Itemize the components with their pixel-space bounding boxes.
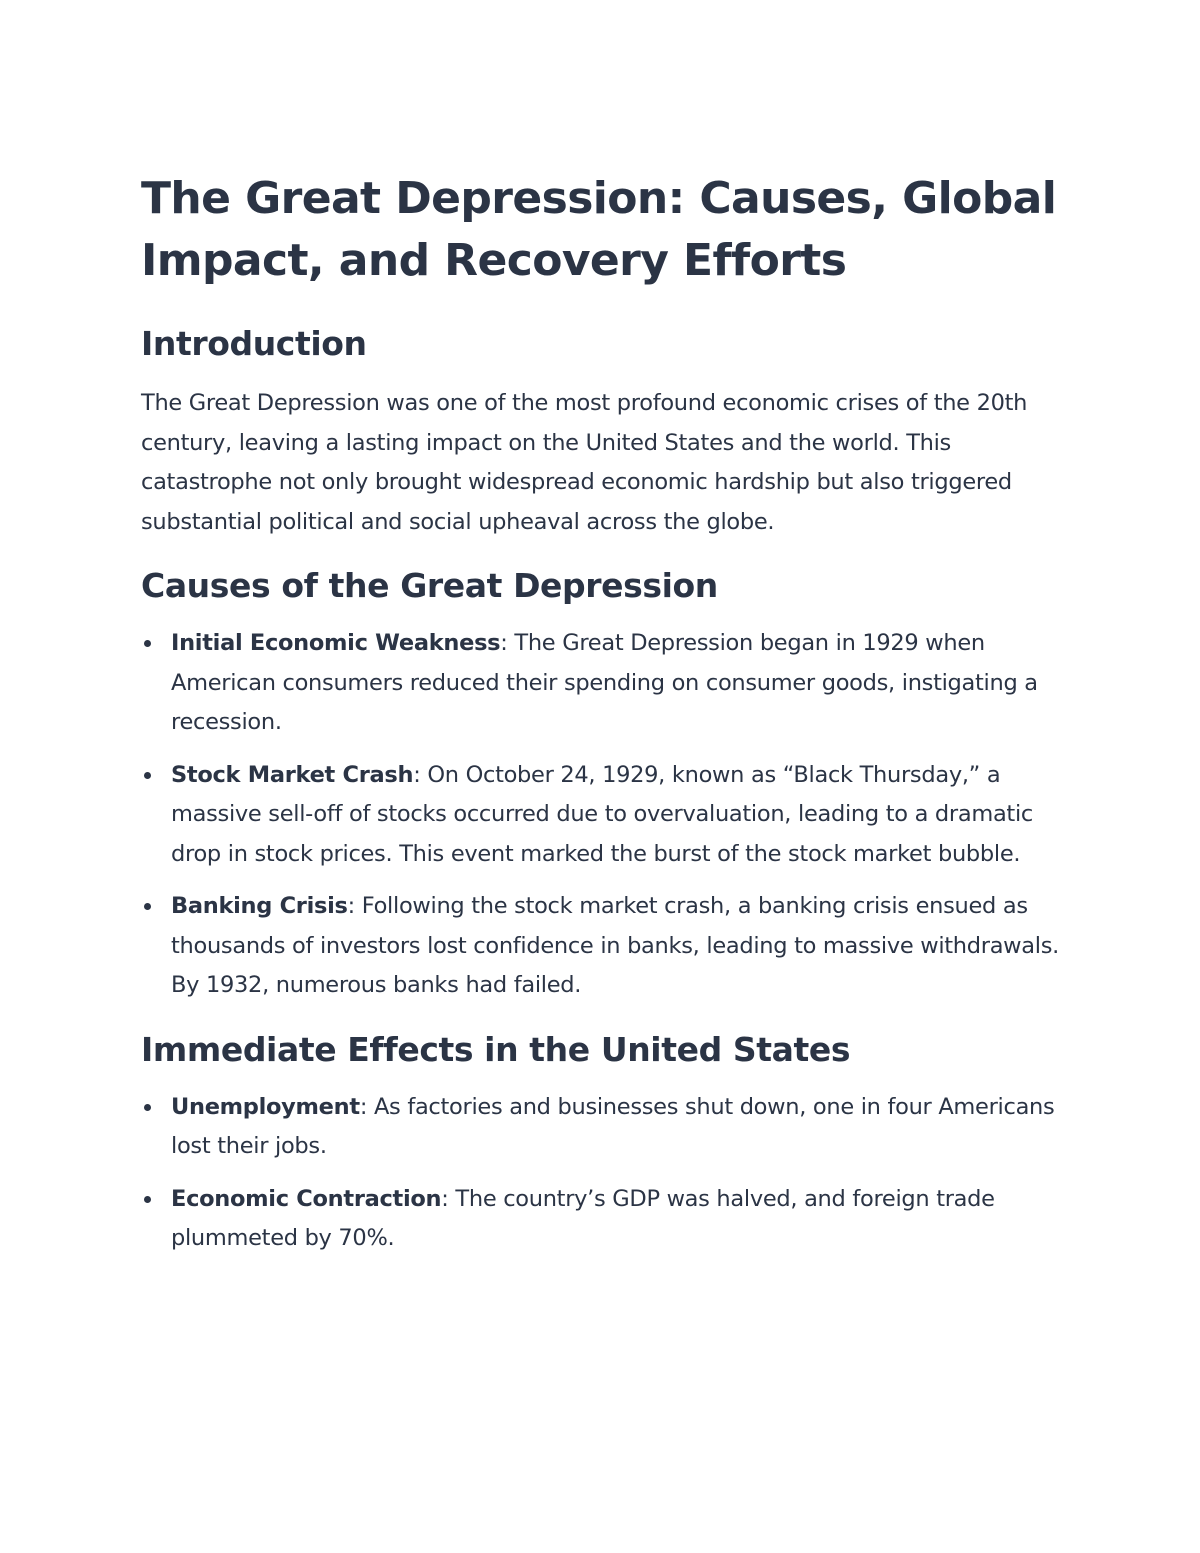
list-item-term: Unemployment [171,1093,360,1120]
section-heading-immediate-effects: Immediate Effects in the United States [141,1029,851,1069]
list-item-text: : On October 24, 1929, known as “Black Thursday,” a massive sell-off of stocks occurred due to overvaluation, leading to a dramatic drop in stock prices. This event marked the burst of the stock market bubble. [171,761,1033,867]
document-page [141,168,1061,1272]
section-heading-introduction: Introduction [141,324,367,363]
bullet-icon [144,640,151,647]
bullet-icon [144,1196,151,1203]
effects-list [141,1088,1061,1259]
list-item-text: : Following the stock market crash, a banking crisis ensued as thousands of investors lost confidence in banks, leading to massive withdrawals. By 1932, numerous banks had failed. [171,893,1059,998]
list-item-initial-economic-weakness [141,624,1061,743]
list-item-term: Banking Crisis [171,893,348,919]
list-item-unemployment [141,1088,1061,1167]
list-item-stock-market-crash [141,756,1061,875]
list-item-economic-contraction [141,1180,1061,1259]
list-item-term: Stock Market Crash [171,761,414,788]
bullet-icon [144,903,151,910]
list-item-text: : The country’s GDP was halved, and foreign trade plummeted by 70%. [171,1185,995,1251]
list-item-text: : As factories and businesses shut down, one in four Americans lost their jobs. [171,1093,1055,1159]
list-item-term: Economic Contraction [171,1185,442,1212]
document-title: The Great Depression: Causes, Global Impact, and Recovery Efforts [141,173,1057,286]
section-heading-causes: Causes of the Great Depression [141,566,718,605]
list-item-banking-crisis [141,887,1061,1006]
list-item-term: Initial Economic Weakness [171,630,501,656]
bullet-icon [144,1104,151,1111]
list-item-text: : The Great Depression began in 1929 when American consumers reduced their spending on consumer goods, instigating a recession. [171,630,1038,735]
causes-list [141,624,1061,1006]
introduction-paragraph: The Great Depression was one of the most profound economic crises of the 20th century, leaving a lasting impact on the United States and the world. This catastrophe not only brought widespread economic hardship but also triggered substantial political and social upheaval across the globe. [141,390,1028,535]
bullet-icon [144,772,151,779]
